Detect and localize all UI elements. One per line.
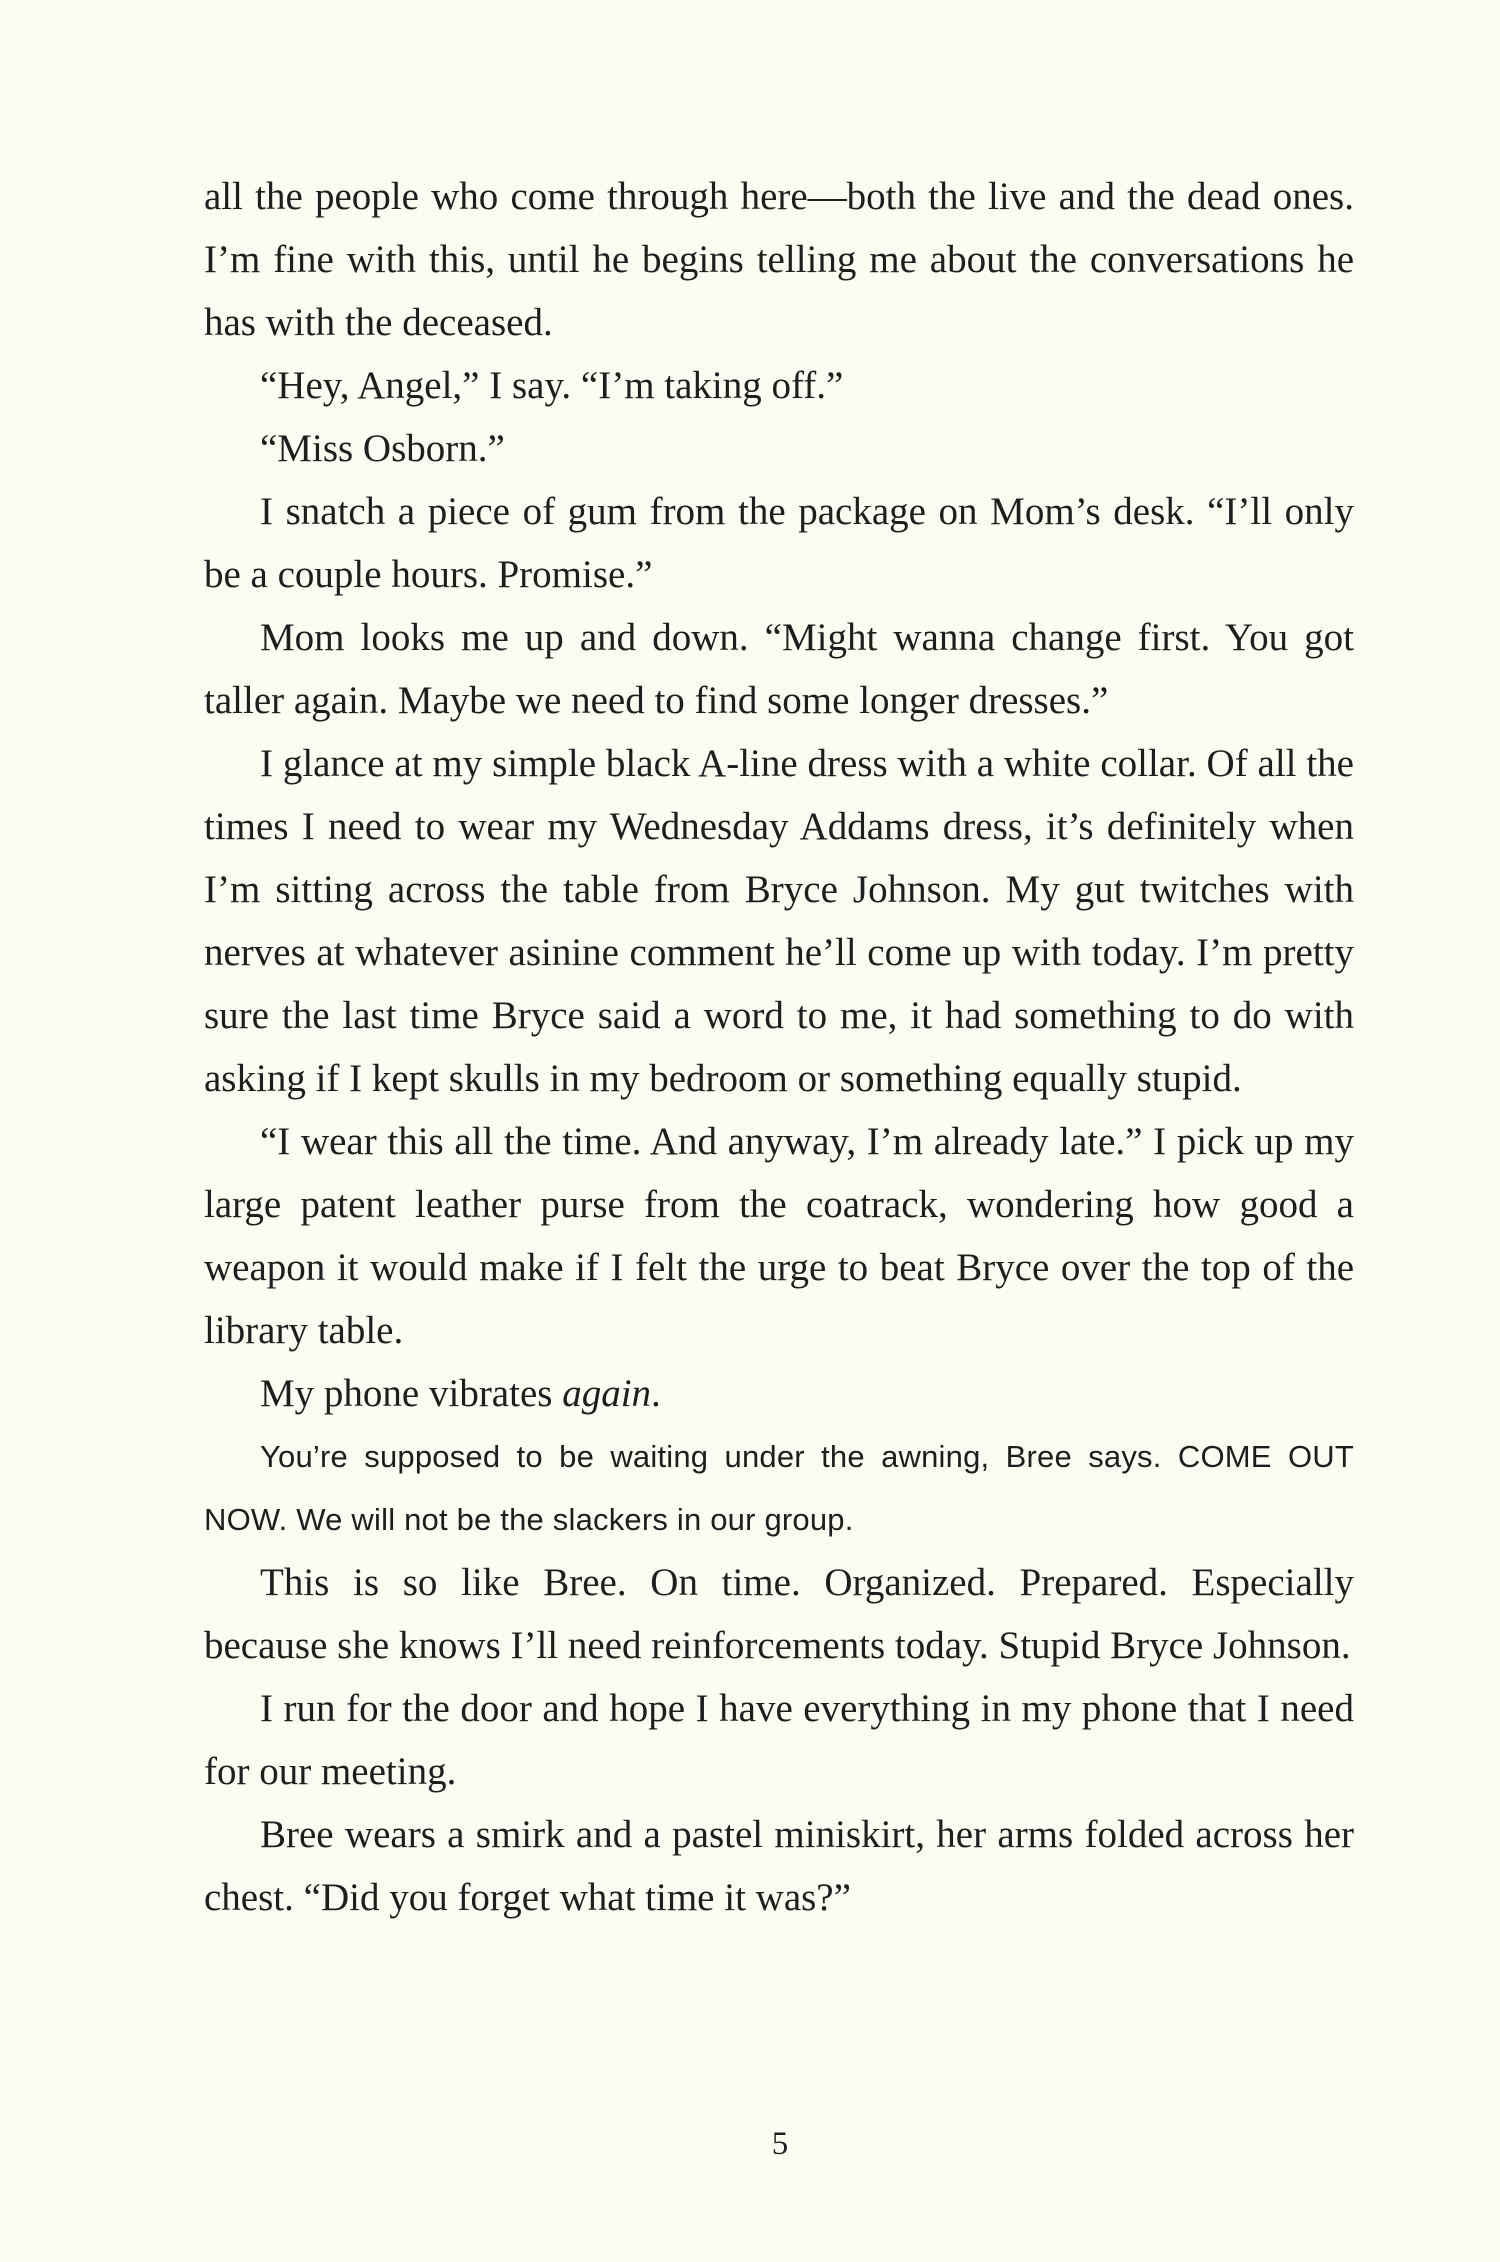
paragraph: This is so like Bree. On time. Organized. Prepared. Especially because she knows I’ll need reinforcements today. Stupid Bryce Johnson. bbox=[204, 1561, 1354, 1667]
paragraph-continuation: all the people who come through here—both the live and the dead ones. I’m fine with this, until he begins telling me about the conversations he has with the deceased. bbox=[204, 175, 1354, 344]
page-number: 5 bbox=[771, 2126, 789, 2162]
text-message: You’re supposed to be waiting under the awning, Bree says. COME OUT NOW. We will not be the slackers in our group. bbox=[204, 1439, 1354, 1537]
paragraph: I glance at my simple black A-line dress with a white collar. Of all the times I need to wear my Wednesday Addams dress, it’s definitely when I’m sitting across the table from Bryce Johnson. My gut twitches with nerves at whatever asinine comment he’ll come up with today. I’m pretty sure the last time Bryce said a word to me, it had something to do with asking if I kept skulls in my bedroom or something equally stupid. bbox=[204, 742, 1354, 1100]
emphasis-again: again bbox=[562, 1372, 652, 1415]
paragraph-vibrates bbox=[204, 1362, 1354, 1425]
paragraph: I run for the door and hope I have everything in my phone that I need for our meeting. bbox=[204, 1687, 1354, 1793]
paragraph: I snatch a piece of gum from the package on Mom’s desk. “I’ll only be a couple hours. Promise.” bbox=[204, 490, 1354, 596]
paragraph: Bree wears a smirk and a pastel miniskirt, her arms folded across her chest. “Did you forget what time it was?” bbox=[204, 1813, 1354, 1919]
paragraph: Mom looks me up and down. “Might wanna change first. You got taller again. Maybe we need to find some longer dresses.” bbox=[204, 616, 1354, 722]
vibrates-end: . bbox=[651, 1372, 661, 1415]
vibrates-text: My phone vibrates bbox=[260, 1372, 563, 1415]
paragraph: “I wear this all the time. And anyway, I’m already late.” I pick up my large patent leather purse from the coatrack, wondering how good a weapon it would make if I felt the urge to beat Bryce over the top of the library table. bbox=[204, 1120, 1354, 1352]
body-text bbox=[204, 165, 1354, 1929]
paragraph: “Hey, Angel,” I say. “I’m taking off.” bbox=[260, 364, 844, 407]
paragraph: “Miss Osborn.” bbox=[260, 427, 505, 470]
